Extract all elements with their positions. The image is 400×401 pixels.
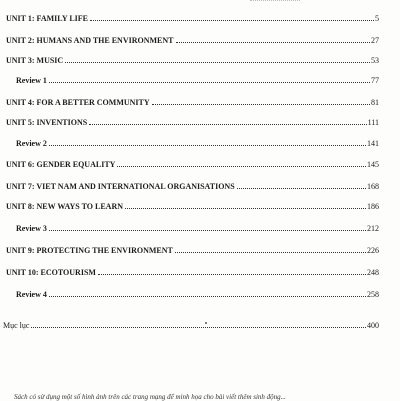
- toc-entry-label: UNIT 3: MUSIC: [6, 56, 64, 65]
- toc-entry-label: Mục lục: [3, 321, 30, 330]
- toc-entry-label: UNIT 8: NEW WAYS TO LEARN: [6, 202, 124, 211]
- toc-entry[interactable]: [3, 321, 379, 331]
- dot-leader: [175, 252, 366, 253]
- toc-unit-entry[interactable]: [6, 202, 379, 212]
- toc-entry-page-number: 5: [375, 14, 379, 23]
- toc-review-entry[interactable]: [16, 224, 379, 234]
- dot-leader: [237, 188, 366, 189]
- toc-entry-page-number: 111: [367, 118, 379, 127]
- toc-unit-entry[interactable]: [6, 182, 379, 192]
- toc-entry-label: UNIT 6: GENDER EQUALITY: [6, 160, 116, 169]
- toc-entry-page-number: 27: [371, 36, 379, 45]
- toc-entry-page-number: 53: [371, 56, 379, 65]
- toc-entry-page-number: 226: [367, 246, 379, 255]
- toc-entry-page-number: 400: [367, 321, 379, 330]
- dot-leader: [152, 104, 370, 105]
- toc-unit-entry[interactable]: [6, 246, 379, 256]
- toc-entry-label: UNIT 2: HUMANS AND THE ENVIRONMENT: [6, 36, 174, 45]
- toc-entry-label: UNIT 1: FAMILY LIFE: [6, 14, 89, 23]
- footer-note: Sách có sử dụng một số hình ảnh trên các trang mạng để minh họa cho bài viết thêm sinh động...: [14, 393, 286, 401]
- toc-entry-label: Review 1: [16, 76, 47, 85]
- dot-leader: [49, 145, 366, 146]
- dot-leader: [176, 42, 371, 43]
- toc-unit-entry[interactable]: [6, 268, 379, 278]
- top-edge-mark: [250, 0, 300, 4]
- toc-unit-entry[interactable]: [6, 98, 379, 108]
- toc-entry-label: UNIT 4: FOR A BETTER COMMUNITY: [6, 98, 150, 107]
- toc-entry-label: UNIT 7: VIET NAM AND INTERNATIONAL ORGANISATIONS: [6, 182, 235, 191]
- toc-entry-page-number: 141: [367, 139, 379, 148]
- toc-entry-page-number: 258: [367, 290, 379, 299]
- dot-leader: [49, 230, 366, 231]
- toc-entry-page-number: 81: [371, 98, 379, 107]
- dot-leader: [117, 166, 366, 167]
- toc-entry-page-number: 77: [371, 76, 379, 85]
- toc-unit-entry[interactable]: [6, 36, 379, 46]
- dot-leader: [89, 124, 366, 125]
- toc-unit-entry[interactable]: [6, 160, 379, 170]
- toc-unit-entry[interactable]: [6, 118, 379, 128]
- toc-entry-label: UNIT 10: ECOTOURISM: [6, 268, 96, 277]
- dot-leader: [90, 20, 374, 21]
- toc-review-entry[interactable]: [16, 76, 379, 86]
- toc-entry-label: Review 3: [16, 224, 47, 233]
- dot-leader: [65, 62, 370, 63]
- toc-entry-page-number: 145: [367, 160, 379, 169]
- dot-leader: [49, 82, 370, 83]
- toc-unit-entry[interactable]: [6, 56, 379, 66]
- stray-dot: [205, 322, 207, 324]
- toc-entry-page-number: 212: [367, 224, 379, 233]
- toc-entry-page-number: 168: [367, 182, 379, 191]
- dot-leader: [49, 296, 366, 297]
- toc-entry-page-number: 248: [367, 268, 379, 277]
- dot-leader: [98, 274, 366, 275]
- toc-unit-entry[interactable]: [6, 14, 379, 24]
- toc-review-entry[interactable]: [16, 290, 379, 300]
- toc-entry-label: UNIT 5: INVENTIONS: [6, 118, 88, 127]
- toc-review-entry[interactable]: [16, 139, 379, 149]
- toc-entry-page-number: 186: [367, 202, 379, 211]
- dot-leader: [31, 327, 366, 328]
- toc-entry-label: Review 2: [16, 139, 47, 148]
- toc-entry-label: Review 4: [16, 290, 47, 299]
- dot-leader: [125, 208, 366, 209]
- toc-entry-label: UNIT 9: PROTECTING THE ENVIRONMENT: [6, 246, 173, 255]
